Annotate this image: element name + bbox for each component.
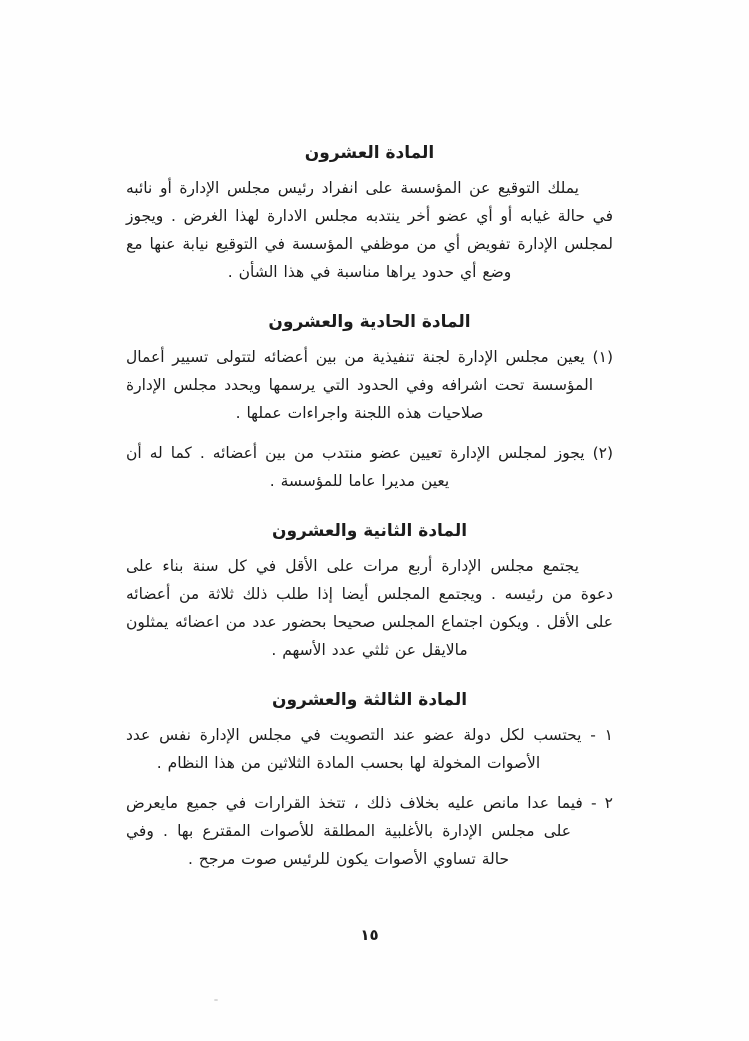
numbered-item — [126, 721, 613, 777]
item-marker: (٢) — [592, 444, 614, 462]
article-twenty-one — [126, 312, 613, 495]
page-number: ١٥ — [360, 926, 379, 944]
article-title: المادة العشرون — [304, 143, 435, 163]
numbered-item — [126, 789, 613, 873]
numbered-item — [126, 439, 613, 495]
item-text: يعين مجلس الإدارة لجنة تنفيذية من بين أعضائه لتتولى تسيير أعمال المؤسسة تحت اشرافه وفي الحدود التي يرسمها ويحدد مجلس الإدارة صلاحيات هذه اللجنة واجراءات عملها . — [126, 348, 593, 422]
item-text: يحتسب لكل دولة عضو عند التصويت في مجلس الإدارة نفس عدد الأصوات المخولة لها بحسب المادة الثلاثين من هذا النظام . — [126, 726, 582, 772]
article-twenty-three — [126, 690, 613, 873]
item-marker: (١) — [592, 348, 613, 366]
article-title: المادة الثالثة والعشرون — [271, 690, 468, 710]
article-paragraph: يملك التوقيع عن المؤسسة على انفراد رئيس مجلس الإدارة أو نائبه في حالة غيابه أو أي عضو أخر ينتدبه مجلس الادارة لهذا الغرض . ويجوز لمجلس الإدارة تفويض أي من موظفي المؤسسة في التوقيع نيابة عنها مع وضع أي حدود يراها مناسبة في هذا الشأن . — [126, 179, 613, 281]
numbered-item — [126, 343, 613, 427]
article-title: المادة الحادية والعشرون — [268, 312, 471, 332]
item-marker: ٢ - — [590, 794, 613, 812]
scan-artifact — [214, 999, 218, 1001]
item-text: يجوز لمجلس الإدارة تعيين عضو منتدب من بين أعضائه . كما له أن يعين مديرا عاما للمؤسسة . — [126, 444, 585, 490]
article-twenty-two — [126, 521, 613, 664]
item-text: فيما عدا مانص عليه بخلاف ذلك ، تتخذ القرارات في جميع مايعرض على مجلس الإدارة بالأغلبية المطلقة للأصوات المقترع بها . وفي حالة تساوي الأصوات يكون للرئيس صوت مرجح . — [126, 794, 583, 868]
page-content — [126, 143, 613, 873]
article-title: المادة الثانية والعشرون — [271, 521, 468, 541]
article-paragraph: يجتمع مجلس الإدارة أربع مرات على الأقل في كل سنة بناء على دعوة من رئيسه . ويجتمع المجلس أيضا إذا طلب ذلك ثلاثة من أعضائه على الأقل . ويكون اجتماع المجلس صحيحا بحضور عدد من اعضائه يمثلون مالايقل عن ثلثي عدد الأسهم . — [126, 557, 613, 659]
article-twenty — [126, 143, 613, 286]
item-marker: ١ - — [590, 726, 613, 744]
